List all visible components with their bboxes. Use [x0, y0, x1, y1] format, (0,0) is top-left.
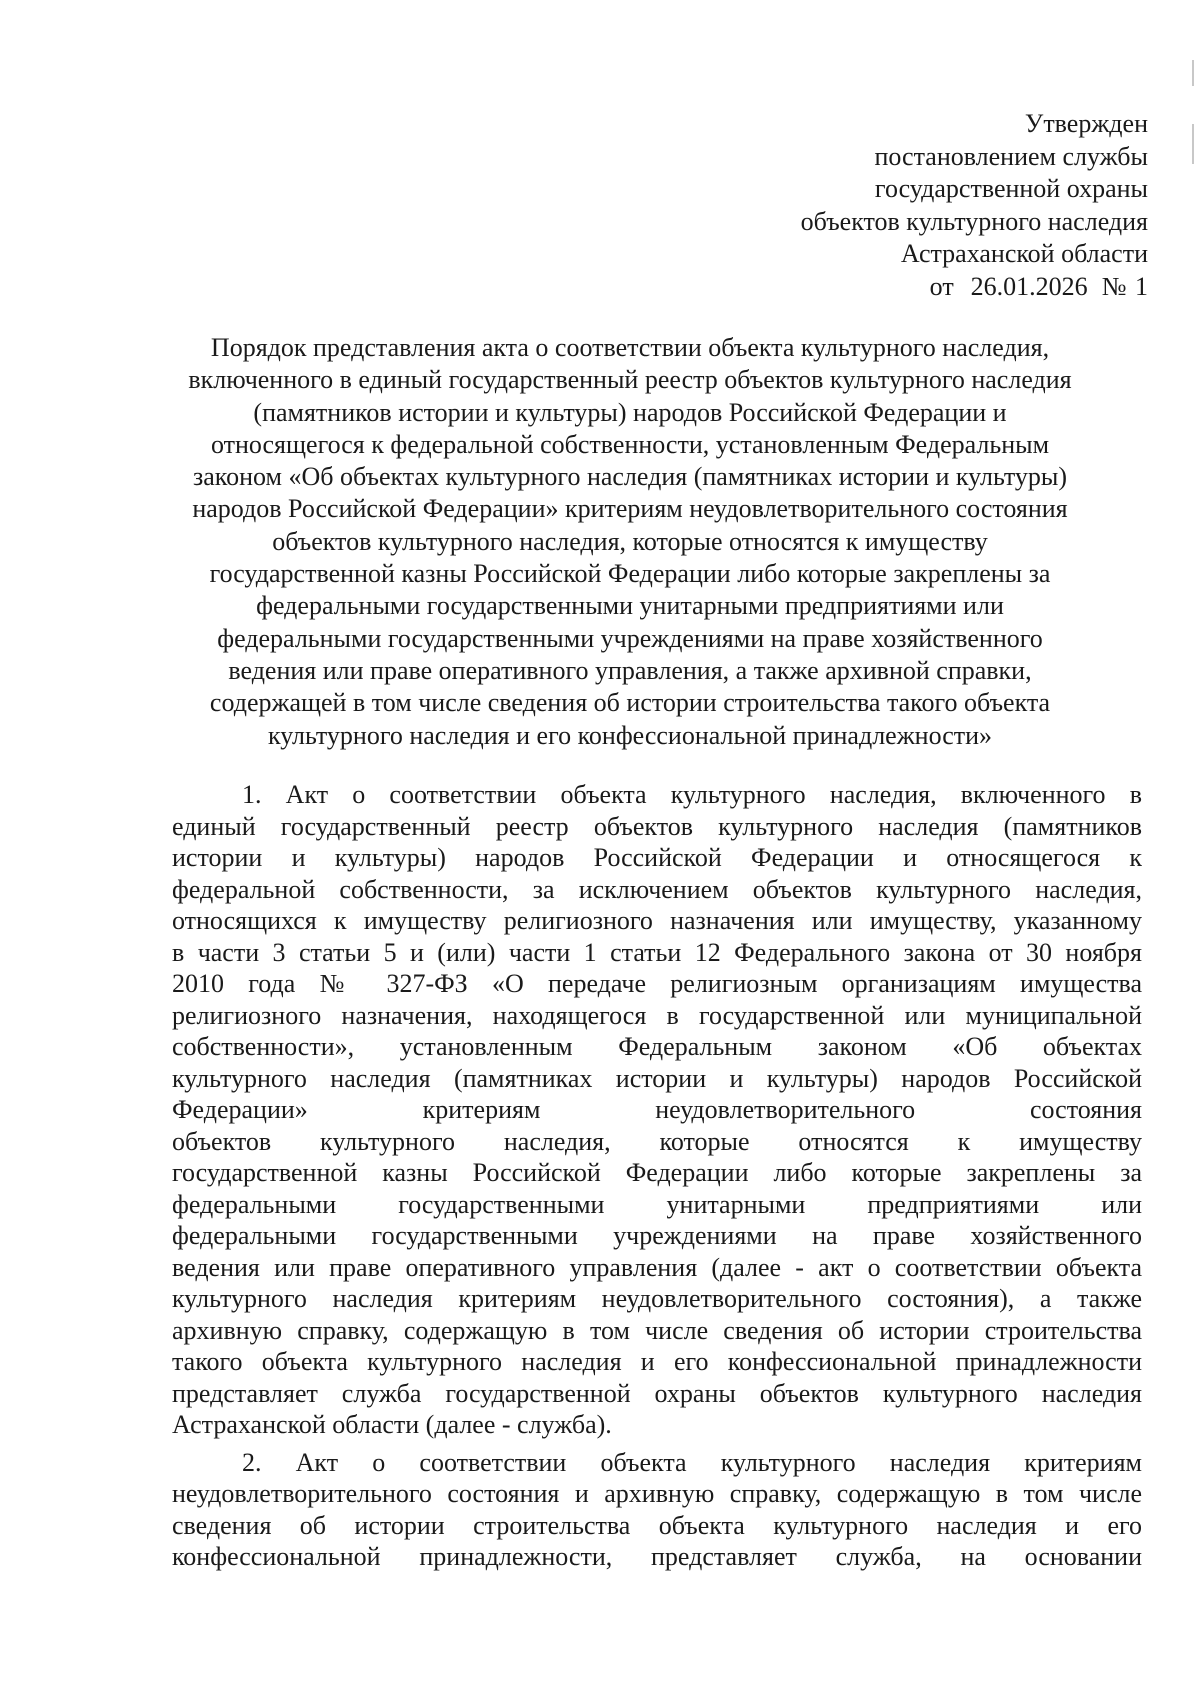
paragraph-line: в части 3 статьи 5 и (или) части 1 статьи 12 Федерального закона от 30 ноября — [172, 937, 1142, 967]
approval-line-4: объектов культурного наследия — [800, 206, 1148, 236]
approval-number: № 1 — [1101, 271, 1148, 301]
paragraph-line: федеральными государственными учреждениями на праве хозяйственного — [172, 1221, 1142, 1250]
paragraph-line: представляет служба государственной охраны объектов культурного наследия — [172, 1378, 1142, 1408]
title-line: (памятников истории и культуры) народов Российской Федерации и — [253, 397, 1007, 427]
title-line: федеральными государственными унитарными предприятиями или — [256, 591, 1004, 621]
scan-edge-mark-top — [1192, 60, 1194, 86]
paragraph-line: относящихся к имуществу религиозного назначения или имуществу, указанному — [172, 906, 1142, 935]
paragraph-line: единый государственный реестр объектов культурного наследия (памятников — [172, 811, 1142, 841]
approval-date: от 26.01.2026 — [929, 271, 1088, 301]
paragraph-2 — [172, 1447, 1142, 1573]
approval-line-1: Утвержден — [1024, 109, 1148, 138]
paragraph-line: такого объекта культурного наследия и его конфессиональной принадлежности — [172, 1347, 1142, 1376]
scan-edge-mark-middle — [1192, 124, 1194, 164]
paragraph-line: архивную справку, содержащую в том числе сведения об истории строительства — [172, 1315, 1142, 1345]
paragraph-1 — [172, 779, 1142, 1441]
paragraph-line: ведения или праве оперативного управления (далее - акт о соответствии объекта — [172, 1252, 1142, 1282]
paragraph-line: Астраханской области (далее - служба). — [172, 1410, 612, 1439]
paragraph-line: сведения об истории строительства объекта культурного наследия и его — [172, 1510, 1142, 1540]
paragraph-line: 2. Акт о соответствии объекта культурного наследия критериям — [242, 1447, 1142, 1477]
approval-date-line — [528, 271, 1148, 304]
title-line: государственной казны Российской Федерации либо которые закреплены за — [209, 559, 1051, 589]
paragraph-line: 1. Акт о соответствии объекта культурного наследия, включенного в — [242, 780, 1142, 809]
title-line: Порядок представления акта о соответствии объекта культурного наследия, — [210, 333, 1050, 362]
title-line: законом «Об объектах культурного наследия (памятниках истории и культуры) — [192, 462, 1068, 492]
title-line: культурного наследия и его конфессиональной принадлежности» — [267, 720, 993, 750]
title-line: ведения или праве оперативного управления, а также архивной справки, — [228, 655, 1032, 685]
paragraph-line: федеральной собственности, за исключением объектов культурного наследия, — [172, 874, 1142, 904]
paragraph-line: государственной казны Российской Федерации либо которые закреплены за — [172, 1158, 1142, 1187]
paragraph-line: религиозного назначения, находящегося в государственной или муниципальной — [172, 1000, 1142, 1030]
paragraph-line: 2010 года № 327-ФЗ «О передаче религиозным организациям имущества — [172, 969, 1142, 998]
approval-line-5: Астраханской области — [900, 239, 1148, 269]
approval-stamp-block — [528, 108, 1148, 304]
title-line: объектов культурного наследия, которые относятся к имуществу — [272, 526, 988, 556]
title-line: содержащей в том числе сведения об истории строительства такого объекта — [209, 688, 1051, 718]
approval-line-2: постановлением службы — [874, 141, 1148, 171]
approval-line-3: государственной охраны — [874, 174, 1148, 204]
paragraph-line: федеральными государственными унитарными предприятиями или — [172, 1189, 1142, 1219]
paragraph-line: культурного наследия критериям неудовлетворительного состояния), а также — [172, 1284, 1142, 1313]
paragraph-line: неудовлетворительного состояния и архивную справку, содержащую в том числе — [172, 1479, 1142, 1508]
title-line: включенного в единый государственный реестр объектов культурного наследия — [188, 365, 1072, 395]
paragraph-line: собственности», установленным Федеральным законом «Об объектах — [172, 1032, 1142, 1061]
document-title — [150, 332, 1110, 752]
paragraph-line: культурного наследия (памятниках истории и культуры) народов Российской — [172, 1063, 1142, 1093]
title-line: относящегося к федеральной собственности, установленным Федеральным — [210, 429, 1050, 459]
title-line: народов Российской Федерации» критериям неудовлетворительного состояния — [192, 494, 1068, 524]
paragraph-line: конфессиональной принадлежности, представляет служба, на основании — [172, 1542, 1142, 1571]
title-line: федеральными государственными учреждениями на праве хозяйственного — [217, 623, 1043, 653]
paragraph-line: истории и культуры) народов Российской Федерации и относящегося к — [172, 843, 1142, 872]
paragraph-line: объектов культурного наследия, которые относятся к имуществу — [172, 1126, 1142, 1156]
paragraph-line: Федерации» критериям неудовлетворительного состояния — [172, 1095, 1142, 1124]
document-body — [172, 779, 1142, 1573]
